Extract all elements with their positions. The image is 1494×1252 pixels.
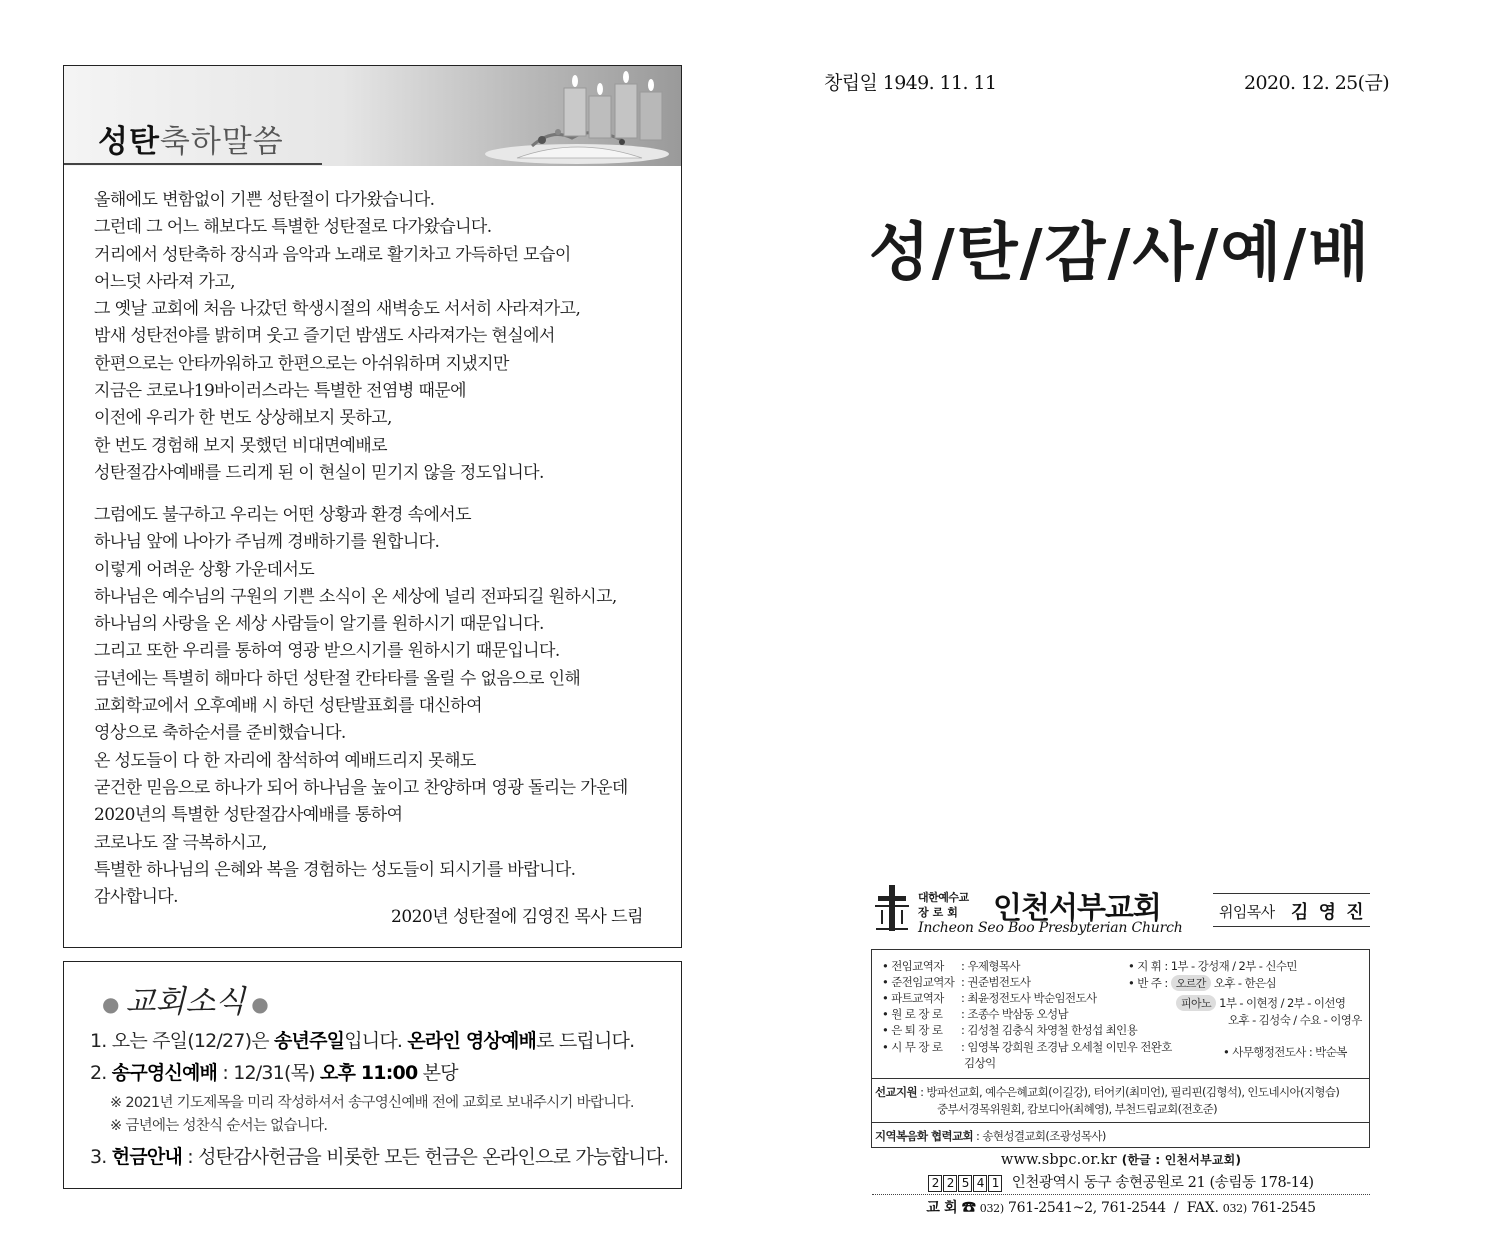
news-item-bold: 온라인 영상예배 xyxy=(407,1030,537,1052)
greeting-title-accent: 축하말씀 xyxy=(159,124,284,160)
organ-badge: 오르간 xyxy=(1171,975,1211,991)
greeting-box xyxy=(63,65,682,948)
greeting-line: 감사합니다. xyxy=(94,887,178,908)
divider xyxy=(872,1078,1369,1079)
greeting-line: 특별한 하나님의 은혜와 복을 경험하는 성도들이 되시기를 바랍니다. xyxy=(94,859,576,880)
pastor-name: 김 영 진 xyxy=(1291,902,1366,923)
staff-label: • 시 무 장 로 xyxy=(882,1040,943,1054)
greeting-line: 하나님은 예수님의 구원의 기쁜 소식이 온 세상에 널리 전파되길 원하시고, xyxy=(94,586,617,607)
greeting-line: 이렇게 어려운 상황 가운데서도 xyxy=(94,559,315,580)
staff-row xyxy=(882,1022,1137,1038)
zip-digit: 2 xyxy=(928,1175,942,1192)
conductor-row: • 지 휘 : 1부 - 강성재 / 2부 - 신수민 xyxy=(1128,959,1297,973)
street-address: 인천광역시 동구 송현공원로 21 (송림동 178-14) xyxy=(1011,1175,1314,1191)
area-code: 032) xyxy=(1222,1202,1247,1215)
news-item-text: 3. xyxy=(90,1146,112,1168)
separator: / xyxy=(1174,1200,1179,1216)
church-news-title xyxy=(96,976,275,1021)
news-item-3 xyxy=(90,1142,668,1169)
news-item-bold: 헌금안내 xyxy=(111,1146,182,1168)
staff-label: • 전임교역자 xyxy=(882,959,944,973)
staff-row xyxy=(882,990,1097,1006)
founding-date: 창립일 1949. 11. 11 xyxy=(824,72,997,94)
greeting-line: 영상으로 축하순서를 준비했습니다. xyxy=(94,723,346,744)
piano-row xyxy=(1176,995,1345,1011)
news-item-text: 본당 xyxy=(417,1062,458,1084)
staff-value: 오후 - 한은심 xyxy=(1213,976,1277,990)
advent-candles-illustration xyxy=(472,66,683,166)
website-link[interactable]: www.sbpc.or.kr xyxy=(1000,1152,1117,1168)
staff-value: : 우제형목사 xyxy=(961,959,1020,973)
staff-label: • 파트교역자 xyxy=(882,991,944,1005)
news-note-1: ※ 2021년 기도제목을 미리 작성하셔서 송구영신예배 전에 교회로 보내주시기 바랍니다. xyxy=(110,1095,634,1111)
greeting-line: 한편으로는 안타까워하고 한편으로는 아쉬워하며 지냈지만 xyxy=(94,353,509,374)
church-news-box xyxy=(63,961,682,1189)
news-item-1 xyxy=(90,1026,634,1053)
greeting-line: 온 성도들이 다 한 자리에 참석하여 예배드리지 못해도 xyxy=(94,750,476,771)
staff-label: • 준전임교역자 xyxy=(882,975,955,989)
greeting-line: 굳건한 믿음으로 하나가 되어 하나님을 높이고 찬양하며 영광 돌리는 가운데 xyxy=(94,777,628,798)
greeting-line: 교회학교에서 오후예배 시 하던 성탄발표회를 대신하여 xyxy=(94,696,482,717)
piano-row-2: 오후 - 김성숙 / 수요 - 이영우 xyxy=(1228,1013,1362,1027)
news-item-bold: 오후 11:00 xyxy=(319,1062,418,1084)
denomination-line-2: 장로회 xyxy=(918,906,962,919)
staff-value: : 최윤정전도사 박순임전도사 xyxy=(961,991,1097,1005)
greeting-line: 하나님 앞에 나아가 주님께 경배하기를 원합니다. xyxy=(94,532,440,553)
news-item-text: : 12/31(목) xyxy=(217,1062,320,1084)
greeting-line: 거리에서 성탄축하 장식과 음악과 노래로 활기차고 가득하던 모습이 xyxy=(94,244,571,265)
staff-row xyxy=(882,1039,1172,1055)
piano-badge: 피아노 xyxy=(1176,995,1216,1011)
greeting-line: 그 옛날 교회에 처음 나갔던 학생시절의 새벽송도 서서히 사라져가고, xyxy=(94,299,581,320)
staff-directory xyxy=(871,949,1370,1148)
greeting-paragraph-2 xyxy=(94,502,674,911)
greeting-title-main: 성탄 xyxy=(98,124,160,160)
area-code: 032) xyxy=(979,1202,1004,1215)
phone-row xyxy=(872,1197,1370,1217)
issue-date: 2020. 12. 25(금) xyxy=(1244,72,1390,94)
zip-digit: 2 xyxy=(943,1175,957,1192)
greeting-line: 올해에도 변함없이 기쁜 성탄절이 다가왔습니다. xyxy=(94,190,435,210)
divider xyxy=(872,1122,1369,1123)
website-row xyxy=(872,1151,1370,1168)
partner-label: 지역복음화 협력교회 xyxy=(875,1129,973,1143)
news-item-text: 입니다. xyxy=(344,1030,408,1052)
phone-label: 교 회 ☎ xyxy=(926,1200,976,1216)
staff-label: • 원 로 장 로 xyxy=(882,1007,943,1021)
staff-label: • 반 주 : xyxy=(1128,976,1168,990)
staff-value: : 임영복 강희원 조경남 오세철 이민우 전완호 xyxy=(961,1040,1172,1054)
staff-value: : 권준범전도사 xyxy=(961,975,1031,989)
staff-row xyxy=(882,1055,996,1071)
news-item-bold: 송구영신예배 xyxy=(111,1062,218,1084)
news-item-2 xyxy=(90,1058,458,1085)
admin-row: • 사무행정전도사 : 박순복 xyxy=(1223,1045,1347,1059)
news-item-bold: 송년주일 xyxy=(274,1030,345,1052)
mission-row xyxy=(875,1084,1339,1100)
partner-church-row xyxy=(875,1128,1106,1144)
staff-label: • 은 퇴 장 로 xyxy=(882,1023,943,1037)
zip-digit: 4 xyxy=(973,1175,987,1192)
mission-value: : 방파선교회, 예수은혜교회(이길강), 터어키(최미언), 필리핀(김형석), 인도네시아(지형습) xyxy=(917,1085,1340,1099)
zip-digit: 5 xyxy=(958,1175,972,1192)
staff-row xyxy=(882,974,1030,990)
greeting-line: 금년에는 특별히 해마다 하던 성탄절 칸타타를 올릴 수 없음으로 인해 xyxy=(94,668,581,689)
church-name-english: Incheon Seo Boo Presbyterian Church xyxy=(918,920,1183,936)
staff-row xyxy=(882,958,1020,974)
mission-label: 선교지원 xyxy=(875,1085,918,1099)
news-item-text: 2. xyxy=(90,1062,112,1084)
fax-label: FAX. xyxy=(1186,1200,1219,1216)
news-item-text: 로 드립니다. xyxy=(536,1030,635,1052)
greeting-line: 밤새 성탄전야를 밝히며 웃고 즐기던 밤샘도 사라져가는 현실에서 xyxy=(94,326,555,347)
phone-number: 761-2541~2, 761-2544 xyxy=(1008,1200,1166,1216)
church-name-korean: 인천서부교회 xyxy=(993,891,1161,926)
denomination-line-1: 대한예수교 xyxy=(918,891,969,904)
pastor-box xyxy=(1213,893,1370,927)
greeting-line: 그리고 또한 우리를 통하여 영광 받으시기를 원하시기 때문입니다. xyxy=(94,641,560,662)
bullet-dot-icon: ● xyxy=(102,991,120,1016)
greeting-line: 지금은 코로나19바이러스라는 특별한 전염병 때문에 xyxy=(94,381,466,402)
staff-value: 김상익 xyxy=(961,1056,996,1070)
greeting-line: 이전에 우리가 한 번도 상상해보지 못하고, xyxy=(94,408,392,429)
mission-row-2: 중부서경목위원회, 캄보디아(최혜영), 부천드림교회(전호준) xyxy=(937,1102,1217,1116)
greeting-title xyxy=(98,116,284,161)
greeting-signoff: 2020년 성탄절에 김영진 목사 드림 xyxy=(391,907,643,927)
greeting-line: 2020년의 특별한 성탄절감사예배를 통하여 xyxy=(94,805,403,826)
greeting-line: 성탄절감사예배를 드리게 된 이 현실이 믿기지 않을 정도입니다. xyxy=(94,462,544,483)
staff-row xyxy=(882,1006,1068,1022)
staff-value: : 조종수 박삼동 오성남 xyxy=(961,1007,1069,1021)
news-item-text: : 성탄감사헌금을 비롯한 모든 헌금은 온라인으로 가능합니다. xyxy=(182,1146,669,1168)
bullet-dot-icon: ● xyxy=(251,991,269,1016)
greeting-line: 하나님의 사랑을 온 세상 사람들이 알기를 원하시기 때문입니다. xyxy=(94,614,544,635)
news-note-2: ※ 금년에는 성찬식 순서는 없습니다. xyxy=(110,1118,328,1134)
website-korean: (한글 : 인천서부교회) xyxy=(1121,1153,1242,1167)
staff-value: : 김성철 김충식 차영철 한성섭 최인용 xyxy=(961,1023,1138,1037)
church-cross-logo-icon xyxy=(872,883,912,933)
church-news-title-text: 교회소식 xyxy=(125,984,246,1020)
dotted-divider xyxy=(872,1194,1370,1195)
zip-digit: 1 xyxy=(988,1175,1002,1192)
greeting-line: 어느덧 사라져 가고, xyxy=(94,271,235,292)
service-title: 성/탄/감/사/예/배 xyxy=(868,216,1372,289)
greeting-line: 그런데 그 어느 해보다도 특별한 성탄절로 다가왔습니다. xyxy=(94,217,492,238)
address-row xyxy=(872,1171,1370,1192)
accompanist-row xyxy=(1128,975,1276,991)
news-item-text: 1. 오는 주일(12/27)은 xyxy=(90,1030,274,1052)
greeting-line: 코로나도 잘 극복하시고, xyxy=(94,832,267,853)
greeting-title-underline xyxy=(64,163,322,165)
partner-value: : 송현성결교회(조광성목사) xyxy=(972,1129,1106,1143)
pastor-role: 위임목사 xyxy=(1219,903,1275,921)
fax-number: 761-2545 xyxy=(1251,1200,1316,1216)
greeting-line: 한 번도 경험해 보지 못했던 비대면예배로 xyxy=(94,435,387,456)
greeting-line: 그럼에도 불구하고 우리는 어떤 상황과 환경 속에서도 xyxy=(94,505,471,525)
staff-value: 1부 - 이현정 / 2부 - 이선영 xyxy=(1219,996,1346,1010)
